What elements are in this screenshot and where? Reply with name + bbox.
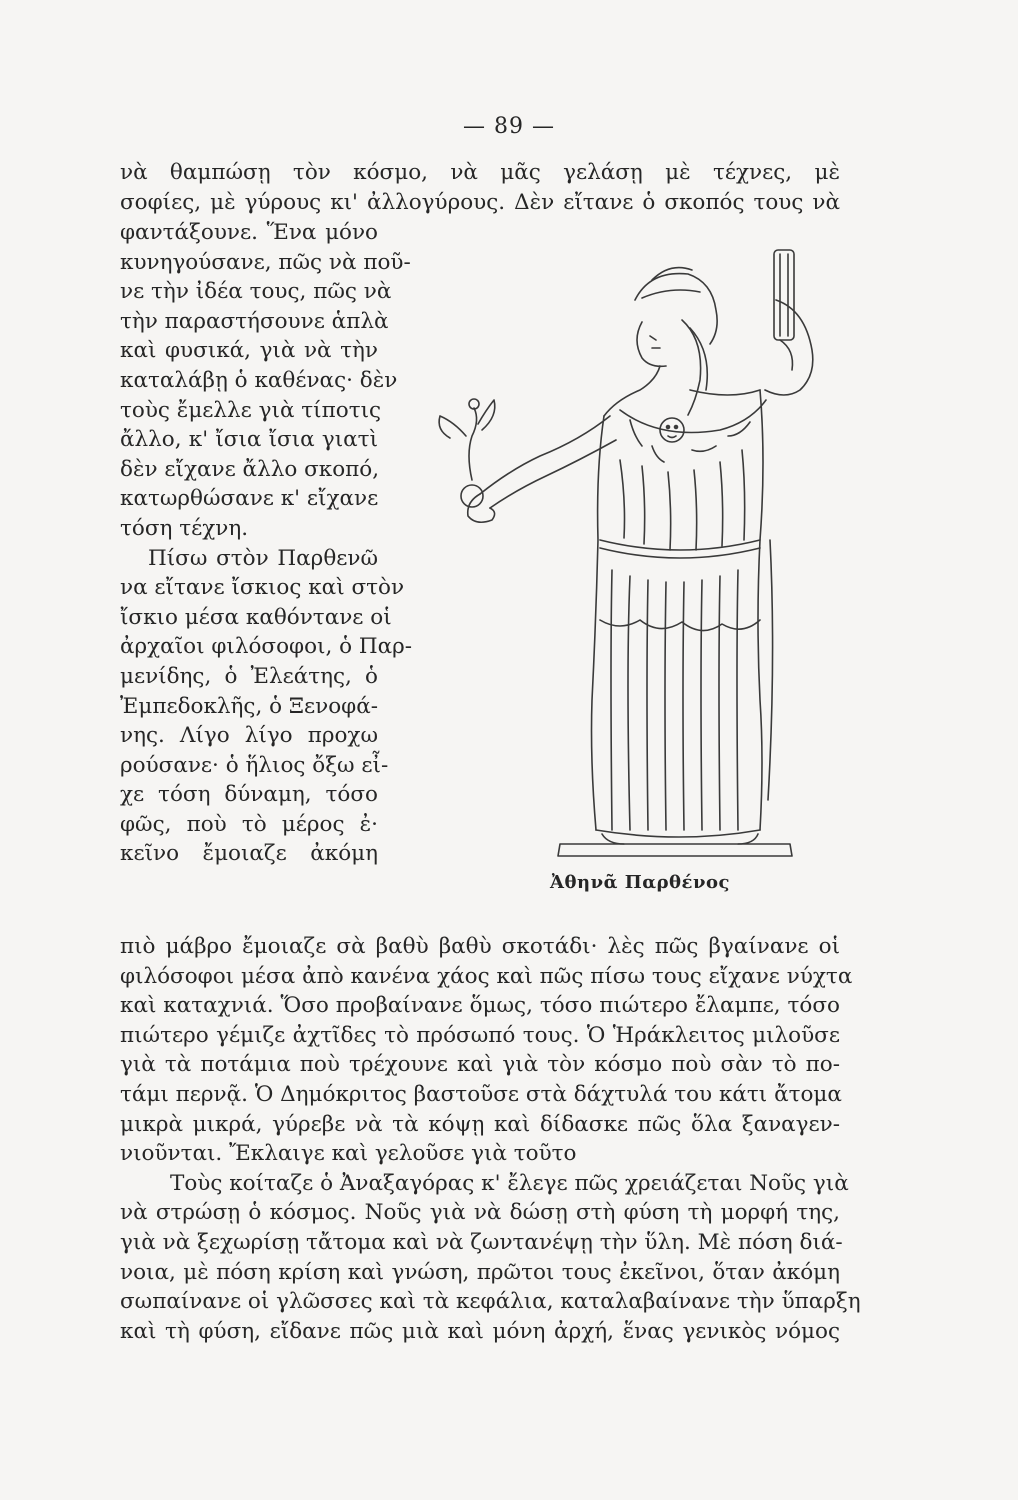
text-line: μενίδης, ὁ Ἐλεάτης, ὁ: [120, 663, 378, 689]
text-line: καὶ τὴ φύση, εἴδανε πῶς μιὰ καὶ μόνη ἀρχή, ἕνας γενικὸς νόμος: [120, 1318, 840, 1344]
text-line: ἀρχαῖοι φιλόσοφοι, ὁ Παρ-: [120, 634, 413, 660]
text-line: τοὺς ἔμελλε γιὰ τίποτις: [120, 397, 382, 423]
text-line: Ἐμπεδοκλῆς, ὁ Ξενοφά-: [120, 693, 379, 719]
text-line: καὶ καταχνιά. Ὅσο προβαίνανε ὅμως, τόσο πιώτερο ἔλαμπε, τόσο: [120, 993, 840, 1019]
text-line: σωπαίνανε οἱ γλῶσσες καὶ τὰ κεφάλια, καταλαβαίνανε τὴν ὕπαρξη: [120, 1289, 861, 1315]
text-line: Τοὺς κοίταζε ὁ Ἀναξαγόρας κ' ἔλεγε πῶς χρειάζεται Νοῦς γιὰ: [170, 1170, 849, 1196]
text-line: σοφίες, μὲ γύρους κι' ἀλλογύρους. Δὲν εἴτανε ὁ σκοπός τους νὰ: [120, 189, 840, 215]
text-line: πιὸ μάβρο ἔμοιαζε σὰ βαθὺ βαθὺ σκοτάδι· λὲς πῶς βγαίνανε οἱ: [120, 934, 840, 959]
text-line: ἄλλο, κ' ἴσια ἴσια γιατὶ: [120, 427, 378, 453]
text-line: ρούσανε· ὁ ἥλιος ὄξω εἶ-: [120, 752, 389, 778]
text-line: νοια, μὲ πόση κρίση καὶ γνώση, πρῶτοι τους ἐκεῖνοι, ὅταν ἀκόμη: [120, 1259, 840, 1285]
text-line: δὲν εἴχανε ἄλλο σκοπό,: [120, 456, 380, 482]
text-line: κυνηγούσανε, πῶς νὰ ποῦ-: [120, 249, 411, 275]
text-line: νὰ στρώσῃ ὁ κόσμος. Νοῦς γιὰ νὰ δώσῃ στὴ φύση τὴ μορφή της,: [120, 1200, 840, 1226]
text-line: τὴν παραστήσουνε ἁπλὰ: [120, 308, 389, 334]
text-line: κατωρθώσανε κ' εἴχανε: [120, 486, 379, 512]
text-line: φῶς, ποὺ τὸ μέρος ἐ·: [120, 811, 378, 837]
text-line: γιὰ τὰ ποτάμια ποὺ τρέχουνε καὶ γιὰ τὸν κόσμο ποὺ σὰν τὸ πο-: [120, 1052, 840, 1078]
text-line: νὰ θαμπώσῃ τὸν κόσμο, νὰ μᾶς γελάσῃ μὲ τέχνες, μὲ: [120, 160, 840, 185]
text-line: γιὰ νὰ ξεχωρίσῃ τἄτομα καὶ νὰ ζωντανέψῃ τὴν ὕλη. Μὲ πόση διά-: [120, 1229, 843, 1255]
text-line: καταλάβῃ ὁ καθένας· δὲν: [120, 367, 398, 393]
text-line: Πίσω στὸν Παρθενῶ: [148, 545, 378, 571]
narrow-column: [120, 218, 413, 869]
athena-parthenos-illustration: [420, 240, 850, 880]
top-paragraph: [120, 158, 840, 217]
text-line: νε τὴν ἰδέα τους, πῶς νὰ: [120, 279, 392, 305]
text-line: πιώτερο γέμιζε ἀχτῖδες τὸ πρόσωπό τους. Ὁ Ἡράκλειτος μιλοῦσε: [120, 1022, 840, 1048]
text-line: ἴσκιο μέσα καθόντανε οἱ: [120, 604, 392, 630]
text-line: χε τόση δύναμη, τόσο: [120, 782, 378, 808]
text-line: να εἴτανε ἴσκιος καὶ στὸν: [120, 575, 405, 601]
text-line: νιοῦνται. Ἔκλαιγε καὶ γελοῦσε γιὰ τοῦτο: [120, 1141, 577, 1167]
text-line: μικρὰ μικρά, γύρεβε νὰ τὰ κόψῃ καὶ δίδασκε πῶς ὅλα ξαναγεν-: [120, 1111, 840, 1137]
bottom-paragraphs: [120, 932, 861, 1346]
text-line: νης. Λίγο λίγο προχω: [120, 723, 378, 749]
text-line: τάμι περνᾷ. Ὁ Δημόκριτος βαστοῦσε στὰ δάχτυλά του κάτι ἄτομα: [120, 1081, 842, 1107]
text-line: καὶ φυσικά, γιὰ νὰ τὴν: [120, 338, 378, 364]
figure-caption: Ἀθηνᾶ Παρθένος: [550, 872, 730, 893]
text-line: τόση τέχνη.: [120, 515, 249, 541]
page-number: — 89 —: [463, 114, 555, 139]
text-line: κεῖνο ἔμοιαζε ἀκόμη: [120, 841, 378, 867]
text-line: φιλόσοφοι μέσα ἀπὸ κανένα χάος καὶ πῶς πίσω τους εἴχανε νύχτα: [120, 963, 853, 989]
text-line: φαντάξουνε. Ἕνα μόνο: [120, 220, 378, 245]
